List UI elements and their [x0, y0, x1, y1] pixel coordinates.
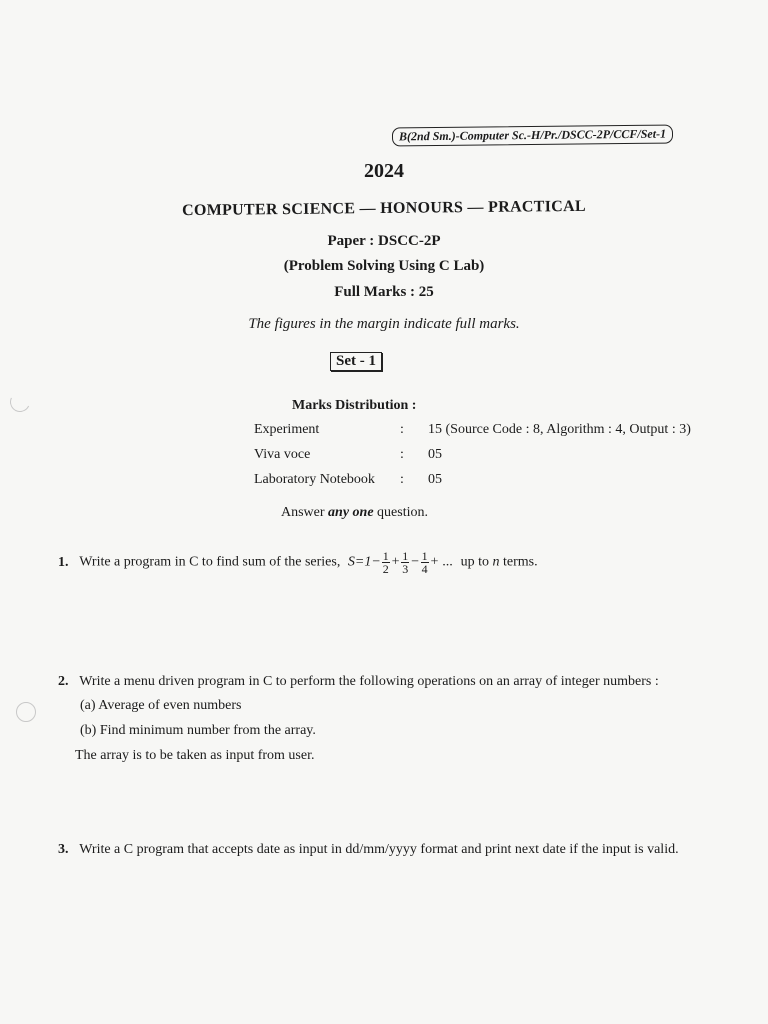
fraction-numerator: 1 [421, 549, 428, 563]
paper-code-label: B(2nd Sm.)-Computer Sc.-H/Pr./DSCC-2P/CCF/Set-1 [392, 125, 673, 147]
distribution-label: Viva voce [254, 447, 311, 462]
question-text: Write a program in C to find sum of the series, [79, 554, 341, 570]
question-number: 2. [58, 674, 69, 689]
series-operator: − [410, 554, 420, 570]
series-operator: − [371, 554, 381, 570]
distribution-label: Experiment [254, 422, 320, 437]
exam-year: 2024 [364, 160, 404, 182]
series-fraction [401, 550, 409, 575]
series-formula [348, 550, 453, 575]
paper-name: Paper : DSCC-2P [327, 233, 441, 249]
question-suffix-end: terms. [503, 554, 538, 570]
question-1 [58, 550, 738, 575]
series-equals: = [354, 554, 365, 570]
full-marks: Full Marks : 25 [334, 284, 434, 300]
margin-note: The figures in the margin indicate full marks. [248, 316, 520, 332]
fraction-numerator: 1 [382, 549, 389, 563]
fraction-denominator: 3 [402, 562, 409, 576]
marks-distribution-heading: Marks Distribution : [292, 398, 417, 413]
series-fraction [421, 550, 429, 575]
question-text: Write a C program that accepts date as input in dd/mm/yyyy format and print next date if the input is valid. [79, 842, 679, 857]
answer-instruction [281, 505, 428, 521]
question-text: Write a menu driven program in C to perform the following operations on an array of integer numbers : [79, 674, 659, 689]
distribution-label: Laboratory Notebook [254, 472, 375, 487]
punch-hole-mark [16, 702, 36, 722]
question-suffix: up to [460, 554, 490, 570]
fraction-denominator: 2 [382, 562, 389, 576]
fraction-numerator: 1 [402, 549, 409, 563]
question-2 [58, 672, 738, 692]
question-number: 1. [58, 554, 69, 570]
series-first-term: 1 [364, 554, 372, 570]
series-operator: + [390, 554, 401, 570]
question-number: 3. [58, 842, 69, 857]
fraction-denominator: 4 [421, 562, 428, 576]
question-note: The array is to be taken as input from user. [75, 748, 315, 763]
distribution-value: 05 [428, 447, 442, 462]
series-continuation: + ... [429, 554, 454, 570]
distribution-value: 15 (Source Code : 8, Algorithm : 4, Output : 3) [428, 422, 691, 437]
punch-hole-mark [7, 389, 33, 415]
question-option: (a) Average of even numbers [80, 698, 242, 713]
distribution-colon: : [400, 472, 404, 487]
set-label: Set - 1 [330, 352, 382, 371]
instruction-after: question. [377, 505, 428, 520]
distribution-value: 05 [428, 472, 442, 487]
distribution-colon: : [400, 422, 404, 437]
distribution-colon: : [400, 447, 404, 462]
instruction-emphasis: any one [328, 505, 374, 520]
question-variable: n [492, 554, 500, 570]
series-fraction [382, 550, 390, 575]
question-3 [58, 840, 708, 860]
paper-subtitle: (Problem Solving Using C Lab) [283, 258, 485, 274]
question-option: (b) Find minimum number from the array. [80, 723, 316, 738]
instruction-before: Answer [281, 505, 325, 520]
series-lhs: S [347, 554, 355, 570]
exam-title: COMPUTER SCIENCE — HONOURS — PRACTICAL [181, 197, 587, 220]
